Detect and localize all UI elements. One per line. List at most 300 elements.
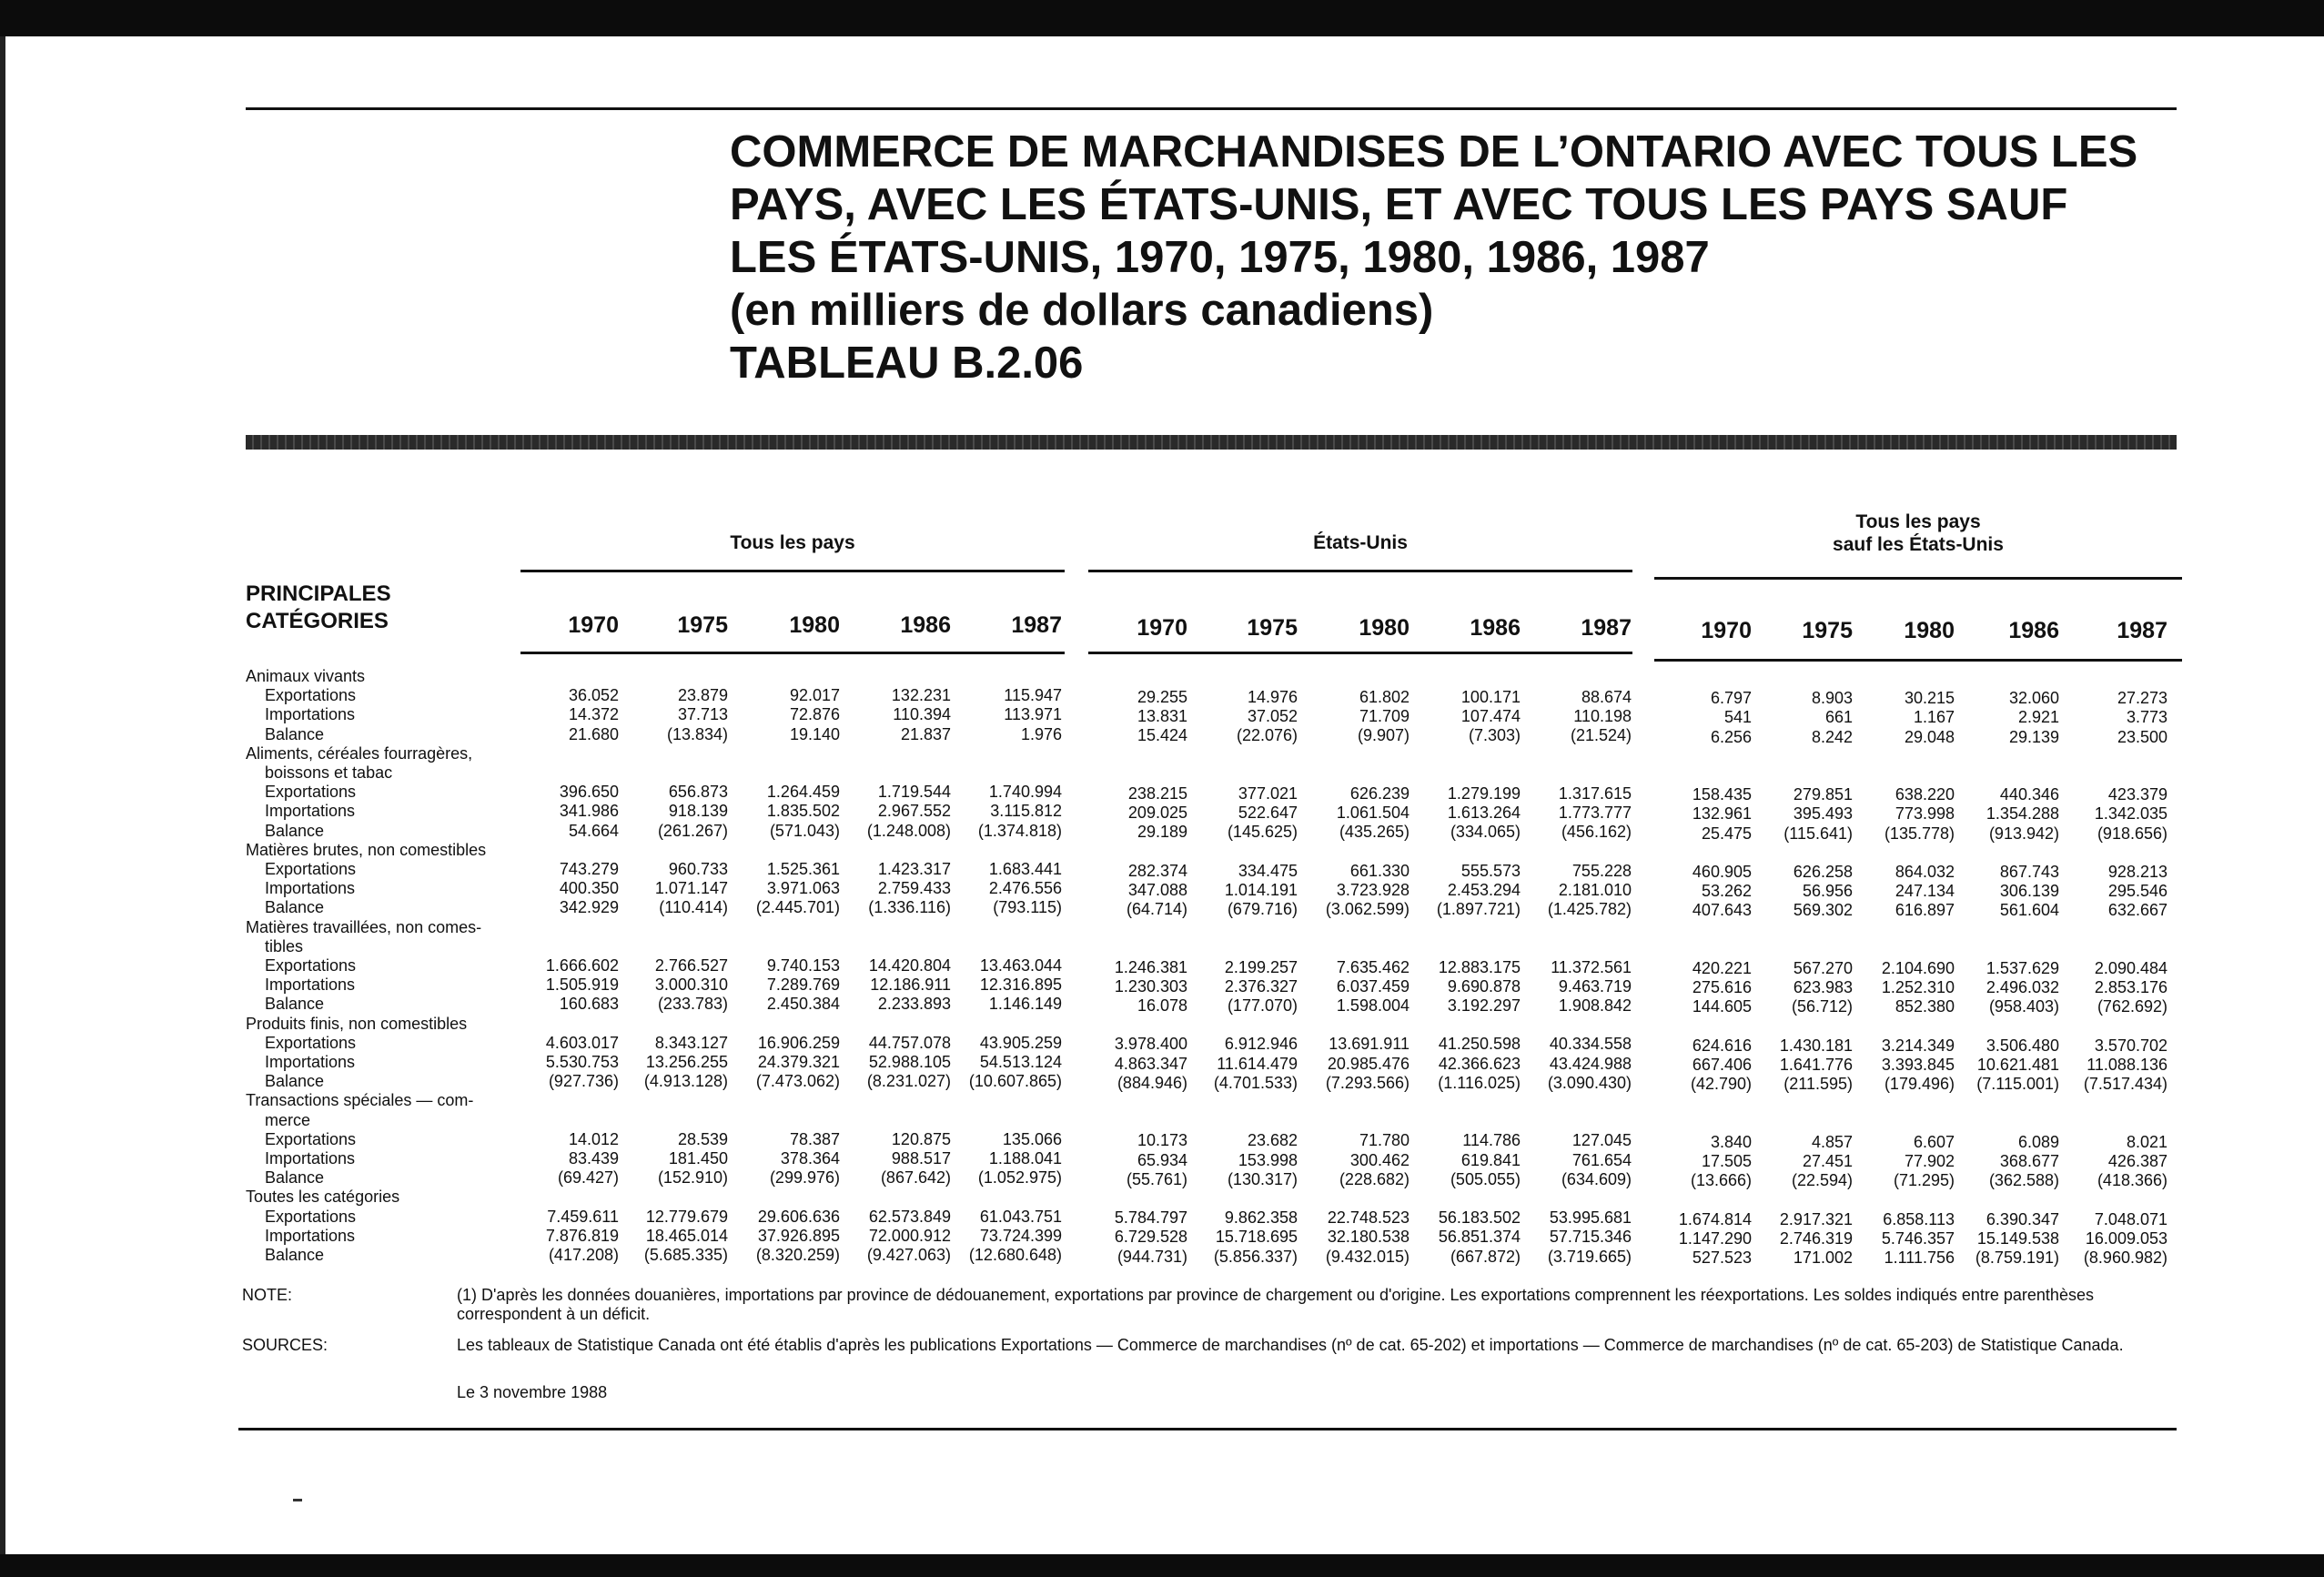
table-cell: 14.976 [1247,687,1298,706]
table-cell: (8.759.191) [1975,1248,2059,1267]
table-cell: 8.242 [1811,727,1853,746]
table-cell: 12.779.679 [645,1207,728,1226]
year-header: 1970 [1137,615,1187,641]
table-cell: 1.430.181 [1779,1036,1853,1055]
table-cell: (3.062.599) [1325,899,1410,918]
table-cell: 440.346 [1999,785,2059,804]
page-title [730,126,2204,389]
column-header-rule [520,652,1065,654]
table-cell: 14.420.804 [868,956,951,975]
year-header: 1980 [789,612,840,638]
table-cell: 15.718.695 [1215,1228,1298,1247]
table-cell: 43.424.988 [1549,1054,1632,1073]
table-cell: 1.317.615 [1558,783,1632,803]
table-cell: (4.701.533) [1213,1073,1298,1092]
table-cell: 8.021 [2126,1132,2167,1151]
table-cell: 72.000.912 [868,1226,951,1245]
row-label: Matières travaillées, non comes- [246,917,482,936]
table-cell: 1.674.814 [1678,1209,1752,1228]
table-cell: (7.303) [1468,726,1521,745]
table-cell: 8.903 [1811,689,1853,708]
table-cell: (110.414) [659,898,728,917]
column-header-rule [1654,659,2182,662]
table-cell: 1.061.504 [1336,803,1410,822]
table-cell: 3.192.297 [1447,996,1521,1015]
table-cell: 144.605 [1692,997,1752,1016]
table-cell: (22.594) [1791,1171,1853,1190]
table-cell: 2.917.321 [1779,1209,1853,1228]
table-cell: 460.905 [1692,863,1752,881]
table-cell: 864.032 [1895,863,1955,881]
table-cell: 3.840 [1710,1132,1752,1151]
table-cell: 61.043.751 [979,1207,1062,1226]
table-cell: 3.570.702 [2094,1036,2167,1055]
table-cell: (7.473.062) [755,1072,840,1091]
table-cell: 1.279.199 [1447,783,1521,803]
table-cell: (927.736) [548,1072,619,1091]
table-cell: (1.425.782) [1547,899,1632,918]
table-cell: 6.858.113 [1883,1209,1955,1228]
table-cell: 667.406 [1692,1056,1752,1074]
table-cell: 773.998 [1895,804,1955,824]
table-cell: 2.199.257 [1224,957,1298,976]
table-cell: 988.517 [891,1149,951,1168]
row-label: Animaux vivants [246,667,366,685]
table-cell: 181.450 [668,1149,728,1168]
table-cell: 56.851.374 [1438,1228,1521,1247]
table-cell: 960.733 [668,860,728,878]
row-label: Exportations [265,956,357,975]
table-cell: 29.189 [1137,823,1187,842]
table-cell: 71.780 [1359,1131,1410,1150]
table-cell: (1.336.116) [868,898,951,917]
row-label: Transactions spéciales — com- [246,1091,474,1110]
table-cell: (3.719.665) [1547,1247,1632,1266]
table-cell: (571.043) [769,821,840,840]
table-cell: 16.078 [1137,996,1187,1015]
year-header: 1970 [1701,618,1752,643]
year-header: 1975 [1802,618,1853,643]
table-cell: 5.784.797 [1114,1208,1187,1228]
table-cell: 2.746.319 [1779,1228,1853,1248]
row-label: Balance [265,724,325,743]
year-header: 1986 [1470,615,1521,641]
group-header: Tous les pays [1855,511,1981,532]
table-cell: (8.320.259) [755,1246,840,1264]
table-cell: 73.724.399 [979,1226,1062,1245]
table-cell: 1.342.035 [2094,804,2167,824]
table-cell: 62.573.849 [868,1207,951,1226]
table-cell: 867.743 [1999,863,2059,881]
table-cell: 1.111.756 [1884,1248,1955,1267]
table-cell: (8.960.982) [2083,1248,2167,1267]
table-cell: 238.215 [1127,783,1187,803]
table-cell: 1.598.004 [1336,996,1410,1015]
table-cell: 2.921 [2017,708,2059,727]
table-cell: 300.462 [1349,1150,1410,1169]
table-cell: 25.475 [1701,824,1752,843]
table-cell: 1.683.441 [988,860,1062,878]
group-header: Tous les pays [730,532,855,553]
table-cell: 29.255 [1137,687,1187,706]
table-cell: 23.500 [2117,727,2167,746]
table-cell: 7.048.071 [2094,1209,2167,1228]
table-cell: 761.654 [1571,1150,1632,1169]
table-cell: (944.731) [1117,1247,1187,1266]
row-label: Importations [265,802,356,821]
table-cell: 541 [1723,708,1752,727]
row-label: Importations [265,1226,356,1245]
table-cell: 2.233.893 [877,995,951,1014]
table-cell: (7.115.001) [1976,1075,2059,1094]
table-cell: 1.641.776 [1779,1056,1853,1074]
table-cell: 115.947 [1004,686,1062,705]
table-cell: 9.690.878 [1447,976,1521,996]
group-header: sauf les États-Unis [1833,534,2004,555]
table-cell: 3.506.480 [1986,1036,2059,1055]
table-cell: 29.606.636 [757,1207,840,1226]
table-cell: (261.267) [657,821,728,840]
table-cell: 1.230.303 [1114,976,1187,996]
table-cell: (9.432.015) [1325,1247,1410,1266]
table-cell: 1.423.317 [877,860,951,878]
table-cell: 171.002 [1793,1248,1853,1267]
table-cell: 21.680 [568,724,619,743]
table-cell: (177.070) [1227,996,1298,1015]
table-cell: 567.270 [1793,959,1853,977]
table-cell: 2.104.690 [1881,959,1955,977]
date-line: Le 3 novembre 1988 [457,1383,608,1401]
table-cell: 2.766.527 [654,956,728,975]
table-cell: 5.746.357 [1881,1228,1955,1248]
row-label: Balance [265,898,325,917]
table-cell: 7.289.769 [766,976,840,995]
table-cell: (334.065) [1450,823,1521,842]
table-cell: 1.908.842 [1558,996,1632,1015]
table-cell: (64.714) [1126,899,1187,918]
table-cell: 83.439 [568,1149,619,1168]
table-cell: 12.316.895 [979,976,1062,995]
table-cell: 132.961 [1692,804,1752,824]
table-cell: 6.037.459 [1336,976,1410,996]
table-cell: 3.773 [2126,708,2167,727]
table-cell: 6.797 [1710,689,1752,708]
table-cell: 9.463.719 [1558,976,1632,996]
table-cell: 11.088.136 [2087,1056,2167,1074]
table-cell: 27.451 [1802,1152,1853,1170]
row-label: Balance [265,821,325,840]
table-cell: 37.926.895 [757,1226,840,1245]
table-cell: (634.609) [1561,1169,1632,1188]
table-cell: 1.719.544 [877,783,951,802]
table-cell: (228.682) [1339,1169,1410,1188]
group-rule [1654,577,2182,580]
group-rule [1088,570,1632,572]
table-cell: (71.295) [1893,1171,1955,1190]
table-cell: 61.802 [1359,687,1410,706]
table-cell: 1.666.602 [545,956,619,975]
table-cell: 420.221 [1692,959,1752,977]
table-cell: 632.667 [2107,901,2167,920]
table-cell: 32.180.538 [1327,1228,1410,1247]
table-cell: 2.476.556 [988,879,1062,898]
table-cell: 624.616 [1692,1036,1752,1055]
table-cell: 16.906.259 [757,1033,840,1052]
table-cell: (918.656) [2097,824,2167,843]
table-cell: 2.759.433 [877,879,951,898]
table-cell: 1.071.147 [654,879,728,898]
table-cell: 306.139 [1999,882,2059,901]
row-label: Toutes les catégories [246,1188,400,1207]
table-cell: (1.116.025) [1438,1073,1521,1092]
row-label: merce [265,1110,311,1129]
table-cell: 113.971 [1004,705,1062,724]
table-cell: 44.757.078 [868,1033,951,1052]
table-cell: 2.181.010 [1558,880,1632,899]
table-cell: (435.265) [1339,823,1410,842]
table-cell: 8.343.127 [654,1033,728,1052]
table-cell: (1.897.721) [1436,899,1521,918]
table-cell: (13.666) [1690,1171,1752,1190]
table-cell: 2.450.384 [766,995,840,1014]
table-cell: 110.394 [893,705,951,724]
table-cell: 656.873 [668,783,728,802]
table-cell: 2.090.484 [2094,959,2167,977]
table-cell: 10.621.481 [1976,1056,2059,1074]
table-cell: (667.872) [1450,1247,1521,1266]
table-cell: (7.293.566) [1325,1073,1410,1092]
table-cell: 1.613.264 [1447,803,1521,822]
table-cell: 1.252.310 [1881,978,1955,997]
table-cell: 396.650 [559,783,619,802]
table-cell: 11.372.561 [1551,957,1632,976]
table-cell: 3.214.349 [1881,1036,1955,1055]
table-cell: 342.929 [559,898,619,917]
row-label: Importations [265,976,356,995]
table-cell: 22.748.523 [1327,1208,1410,1228]
table-cell: 1.264.459 [766,783,840,802]
row-label: Aliments, céréales fourragères, [246,743,473,763]
row-label: Matières brutes, non comestibles [246,840,487,859]
bottom-rule [238,1428,2177,1430]
table-cell: (1.248.008) [866,821,951,840]
table-cell: (55.761) [1126,1169,1187,1188]
table-cell: (884.946) [1117,1073,1187,1092]
title-line: LES ÉTATS-UNIS, 1970, 1975, 1980, 1986, 1987 [730,233,1710,282]
table-cell: 30.215 [1904,689,1955,708]
table-cell: 3.971.063 [766,879,840,898]
table-cell: 41.250.598 [1438,1035,1521,1054]
table-cell: 1.147.290 [1678,1228,1752,1248]
title-line: PAYS, AVEC LES ÉTATS-UNIS, ET AVEC TOUS LES PAYS SAUF [730,180,2068,229]
table-cell: (21.524) [1570,726,1632,745]
year-header: 1986 [2008,618,2059,643]
table-cell: 14.372 [568,705,619,724]
table-cell: (793.115) [993,898,1062,917]
table-cell: (4.913.128) [643,1072,728,1091]
table-cell: 3.393.845 [1881,1056,1955,1074]
year-header: 1986 [900,612,951,638]
table-cell: 3.978.400 [1114,1035,1187,1054]
table-cell: 334.475 [1238,861,1298,880]
table-cell: 2.453.294 [1447,880,1521,899]
title-line: (en milliers de dollars canadiens) [730,286,1434,335]
table-cell: 9.862.358 [1224,1208,1298,1228]
table-cell: 247.134 [1895,882,1955,901]
table-cell: 1.246.381 [1114,957,1187,976]
table-cell: 12.883.175 [1438,957,1521,976]
table-cell: 18.465.014 [645,1226,728,1245]
table-cell: (115.641) [1783,824,1853,843]
table-cell: 209.025 [1127,803,1187,822]
table-cell: 15.149.538 [1976,1228,2059,1248]
year-header: 1970 [568,612,619,638]
title-line: COMMERCE DE MARCHANDISES DE L’ONTARIO AVEC TOUS LES [730,127,2138,177]
table-cell: (10.607.865) [968,1072,1062,1091]
table-cell: (145.625) [1227,823,1298,842]
header-bar [246,435,2177,450]
table-cell: 378.364 [780,1149,840,1168]
table-cell: 6.390.347 [1986,1209,2059,1228]
table-cell: 37.713 [677,705,728,724]
table-cell: 53.262 [1701,882,1752,901]
year-header: 1975 [1247,615,1298,641]
table-cell: 100.171 [1460,687,1521,706]
table-cell: (211.595) [1783,1075,1853,1094]
year-header: 1987 [2117,618,2167,643]
table-cell: 661 [1824,708,1853,727]
table-cell: 72.876 [789,705,840,724]
table-cell: 17.505 [1701,1152,1752,1170]
table-cell: 7.635.462 [1336,957,1410,976]
top-rule [246,107,2177,110]
table-cell: 120.875 [891,1129,951,1148]
table-cell: 1.525.361 [766,860,840,878]
group-header: États-Unis [1313,532,1408,553]
table-cell: 661.330 [1349,861,1410,880]
row-label: Importations [265,705,356,724]
table-cell: 4.603.017 [545,1033,619,1052]
table-cell: 2.853.176 [2094,978,2167,997]
table-cell: 54.664 [568,821,619,840]
table-cell: 852.380 [1895,997,1955,1016]
table-cell: 377.021 [1238,783,1298,803]
table-cell: 88.674 [1581,687,1632,706]
table-cell: (417.208) [548,1246,619,1264]
table-cell: 127.045 [1571,1131,1632,1150]
table-cell: 2.376.327 [1224,976,1298,996]
row-label: Balance [265,995,325,1014]
table-cell: 65.934 [1137,1150,1187,1169]
table-cell: 626.239 [1349,783,1410,803]
year-header: 1980 [1904,618,1955,643]
table-cell: (233.783) [657,995,728,1014]
table-cell: 743.279 [559,860,619,878]
category-header: PRINCIPALES [246,581,391,606]
table-cell: (456.162) [1561,823,1632,842]
table-cell: 626.258 [1793,863,1853,881]
table-cell: 295.546 [2107,882,2167,901]
table-cell: (8.231.027) [866,1072,951,1091]
note-label: NOTE: [242,1286,293,1304]
row-label: Balance [265,1072,325,1091]
table-cell: (3.090.430) [1547,1073,1632,1092]
table-cell: (135.778) [1884,824,1955,843]
row-label: Exportations [265,686,357,705]
title-line: TABLEAU B.2.06 [730,339,1084,388]
table-cell: (69.427) [557,1168,619,1188]
table-cell: (13.834) [666,724,728,743]
table-cell: 1.537.629 [1986,959,2059,977]
table-cell: 160.683 [559,995,619,1014]
year-header: 1980 [1359,615,1410,641]
table-cell: 57.715.346 [1549,1228,1632,1247]
table-cell: 19.140 [789,724,840,743]
table-cell: (362.588) [1988,1171,2059,1190]
table-cell: (56.712) [1791,997,1853,1016]
table-cell: 6.912.946 [1224,1035,1298,1054]
table-cell: 1.146.149 [988,995,1062,1014]
table-cell: 368.677 [1999,1152,2059,1170]
table-cell: (1.374.818) [977,821,1062,840]
sources-text: Les tableaux de Statistique Canada ont été établis d'après les publications Exportations — Commerce de marchandises (nº de cat. 65-202) et importations — Commerce de marchandises (nº de cat. 65-203) de Statistique Canada. [457,1336,2124,1354]
table-cell: 29.139 [2008,727,2059,746]
table-cell: 114.786 [1462,1131,1521,1150]
table-cell: (12.680.648) [968,1246,1062,1264]
table-cell: 623.983 [1793,978,1853,997]
table-cell: 1.354.288 [1986,804,2059,824]
table-cell: 32.060 [2008,689,2059,708]
table-cell: 153.998 [1238,1150,1298,1169]
row-label: Exportations [265,1033,357,1052]
table-cell: (1.052.975) [977,1168,1062,1188]
table-cell: 1.167 [1913,708,1955,727]
table-cell: 619.841 [1460,1150,1521,1169]
table-cell: (762.692) [2097,997,2167,1016]
table-cell: 158.435 [1692,785,1752,804]
table-cell: 9.740.153 [766,956,840,975]
table-cell: 6.256 [1710,727,1752,746]
table-cell: (679.716) [1227,899,1298,918]
table-cell: 3.115.812 [990,802,1062,821]
table-cell: 13.691.911 [1329,1035,1410,1054]
table-cell: (179.496) [1884,1075,1955,1094]
table-cell: 1.740.994 [988,783,1062,802]
table-cell: (913.942) [1988,824,2059,843]
row-label: boissons et tabac [265,763,393,782]
year-header: 1987 [1011,612,1062,638]
table-cell: 21.837 [900,724,951,743]
table-cell: 56.956 [1802,882,1853,901]
table-cell: (42.790) [1690,1075,1752,1094]
table-cell: 1.188.041 [988,1149,1062,1168]
table-cell: 13.831 [1137,706,1187,725]
table-cell: 110.198 [1573,706,1632,725]
table-cell: 23.879 [677,686,728,705]
table-cell: (505.055) [1450,1169,1521,1188]
table-cell: 275.616 [1692,978,1752,997]
table-cell: 20.985.476 [1327,1054,1410,1073]
row-label: Balance [265,1168,325,1188]
table-cell: (418.366) [2097,1171,2167,1190]
table-cell: 341.986 [559,802,619,821]
table-cell: 36.052 [568,686,619,705]
table-cell: 755.228 [1571,861,1632,880]
table-cell: 27.273 [2117,689,2167,708]
table-cell: 1.505.919 [545,976,619,995]
table-cell: (5.685.335) [643,1246,728,1264]
table-cell: 3.723.928 [1336,880,1410,899]
